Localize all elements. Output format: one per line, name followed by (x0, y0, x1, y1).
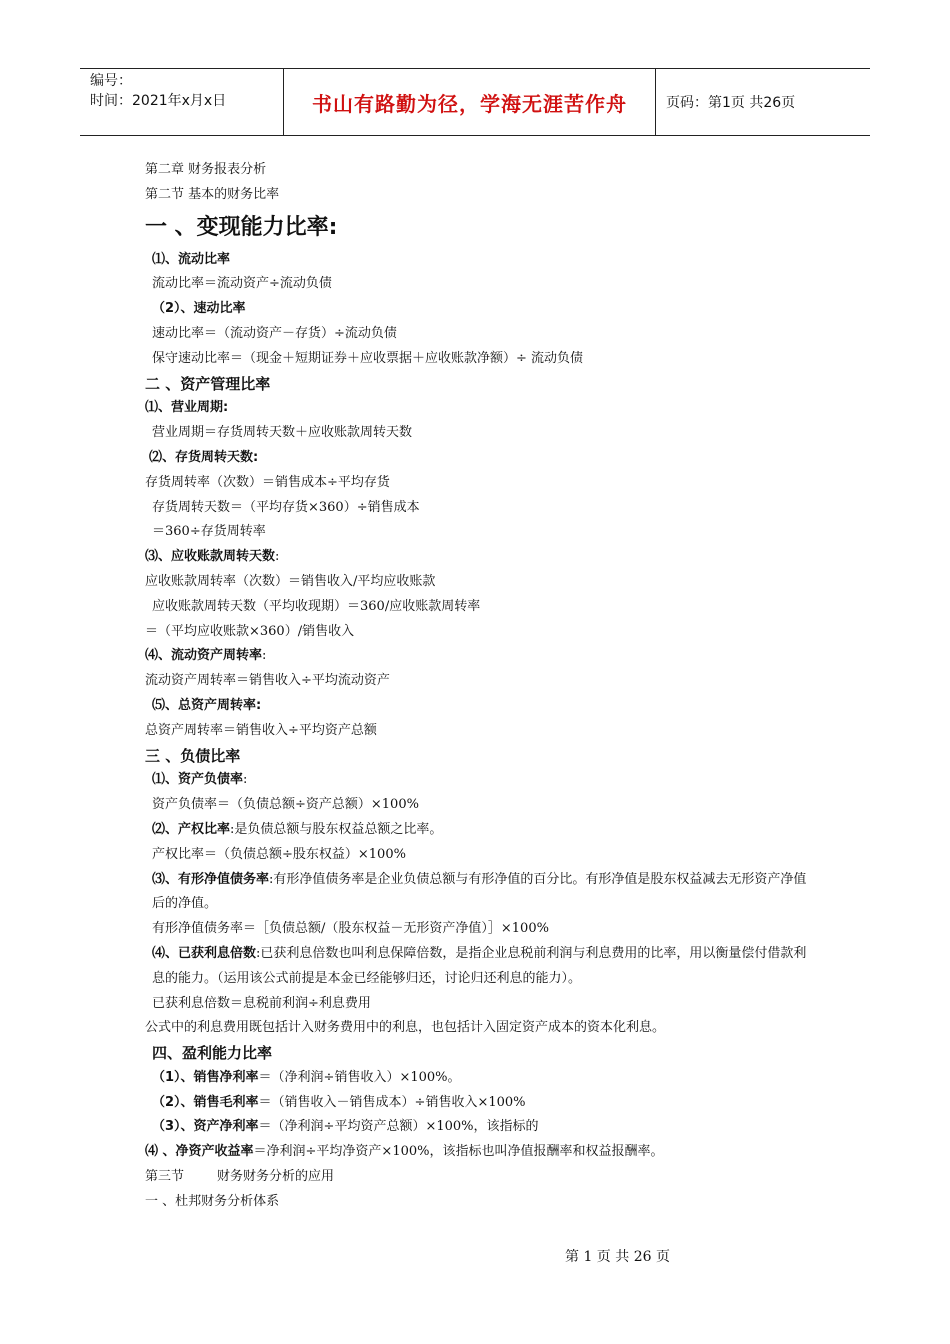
tangible-net-worth-description: :有形净值债务率是企业负债总额与有形净值的百分比。有形净值是股东权益减去无形资产净值后的净值。 (152, 871, 807, 912)
subheading-return-on-assets-text: （3）、资产净利率 (152, 1119, 259, 1135)
header-middle-cell (283, 69, 656, 135)
subheading-debt-ratio-text: ⑴、资产负债率 (152, 772, 244, 788)
formula-inventory-days: 存货周转天数＝（平均存货×360）÷销售成本 (152, 499, 420, 515)
formula-conservative-quick-ratio: 保守速动比率＝（现金＋短期证券＋应收票据＋应收账款净额）÷ 流动负债 (152, 350, 584, 366)
subheading-gross-margin (145, 1091, 825, 1116)
formula-receivable-days: 应收账款周转天数（平均收现期）＝360/应收账款周转率 (152, 598, 481, 614)
document-time-label: 时间：2021年x月x日 (90, 93, 227, 109)
subheading-return-on-assets (145, 1115, 825, 1140)
subheading-equity-ratio (145, 818, 825, 843)
document-body (145, 158, 825, 1215)
subheading-quick-ratio: （2）、速动比率 (152, 301, 246, 317)
formula-net-profit-margin: ＝（净利润÷销售收入）×100%。 (258, 1069, 461, 1085)
formula-return-on-equity: ＝净利润÷平均净资产×100%，该指标也叫净值报酬率和权益报酬率。 (253, 1144, 664, 1160)
heading-asset-management: 二 、资产管理比率 (145, 374, 271, 393)
subheading-equity-ratio-text: ⑵、产权比率 (152, 821, 231, 837)
times-interest-earned-description: :已获利息倍数也叫利息保障倍数，是指企业息税前利润与利息费用的比率，用以衡量偿付借款利息的能力。（运用该公式前提是本金已经能够归还，讨论归还利息的能力）。 (152, 945, 807, 986)
equity-ratio-description: :是负债总额与股东权益总额之比率。 (230, 821, 443, 837)
formula-quick-ratio: 速动比率＝（流动资产－存货）÷流动负债 (152, 325, 397, 341)
subheading-times-interest-earned-text: ⑷、已获利息倍数 (152, 945, 257, 961)
subheading-times-interest-earned (145, 942, 817, 992)
formula-times-interest-earned: 已获利息倍数＝息税前利润÷利息费用 (152, 995, 371, 1011)
section-three-title: 第三节 财务财务分析的应用 (145, 1169, 335, 1185)
subheading-current-asset-turnover-colon: : (262, 648, 267, 664)
subheading-receivable-days-colon: : (275, 549, 280, 565)
heading-profitability: 四、盈利能力比率 (152, 1044, 273, 1063)
formula-total-asset-turnover: 总资产周转率＝销售收入÷平均资产总额 (145, 722, 377, 738)
page-footer (275, 1246, 670, 1266)
formula-tangible-net-worth: 有形净值债务率＝［负债总额/（股东权益－无形资产净值）］×100% (152, 921, 549, 937)
interest-expense-note: 公式中的利息费用既包括计入财务费用中的利息，也包括计入固定资产成本的资本化利息。 (145, 1020, 666, 1036)
footer-page-number: 第 1 页 共 26 页 (565, 1249, 670, 1265)
header-right-cell (656, 69, 870, 135)
formula-debt-ratio: 资产负债率＝（负债总额÷资产总额）×100% (152, 797, 419, 813)
formula-receivable-turnover: 应收账款周转率（次数）＝销售收入/平均应收账款 (145, 573, 436, 589)
subheading-return-on-equity-text: ⑷ 、净资产收益率 (145, 1144, 254, 1160)
formula-operating-cycle: 营业周期＝存货周转天数＋应收账款周转天数 (152, 425, 413, 441)
subheading-tangible-net-worth-text: ⑶、有形净值债务率 (152, 871, 270, 887)
header-page-info: 页码：第1页 共26页 (666, 95, 796, 111)
subheading-tangible-net-worth (145, 868, 817, 918)
subheading-return-on-equity (145, 1140, 825, 1165)
formula-equity-ratio: 产权比率＝（负债总额÷股东权益）×100% (152, 846, 406, 862)
header-motto: 书山有路勤为径，学海无涯苦作舟 (312, 91, 627, 116)
subheading-receivable-days (145, 545, 825, 570)
header-left-cell (80, 69, 283, 135)
subheading-current-asset-turnover (145, 644, 825, 669)
formula-current-asset-turnover: 流动资产周转率＝销售收入÷平均流动资产 (145, 673, 390, 689)
heading-debt-ratios: 三 、负债比率 (145, 746, 241, 765)
subheading-gross-margin-text: （2）、销售毛利率 (152, 1094, 259, 1110)
formula-inventory-days-alt: ＝360÷存货周转率 (152, 524, 266, 540)
heading-liquidity-ratios: 一 、变现能力比率: (145, 214, 338, 240)
subheading-net-profit-margin (145, 1066, 825, 1091)
subheading-total-asset-turnover: ⑸、总资产周转率: (152, 697, 262, 713)
subheading-receivable-days-text: ⑶、应收账款周转天数 (145, 549, 276, 565)
formula-current-ratio: 流动比率＝流动资产÷流动负债 (152, 276, 332, 292)
formula-return-on-assets: ＝（净利润÷平均资产总额）×100%，该指标的 (258, 1119, 539, 1135)
subheading-net-profit-margin-text: （1）、销售净利率 (152, 1069, 259, 1085)
formula-receivable-days-alt: ＝（平均应收账款×360）/销售收入 (145, 623, 355, 639)
subheading-current-ratio: ⑴、流动比率 (152, 251, 231, 267)
subheading-debt-ratio-colon: : (243, 772, 248, 788)
subheading-inventory-days: ⑵、存货周转天数: (149, 449, 259, 465)
formula-inventory-turnover: 存货周转率（次数）＝销售成本÷平均存货 (145, 474, 390, 490)
chapter-title: 第二章 财务报表分析 (145, 162, 267, 177)
document-number-label: 编号： (90, 73, 132, 89)
subheading-operating-cycle: ⑴、营业周期: (145, 400, 229, 416)
section-title: 第二节 基本的财务比率 (145, 186, 280, 202)
subheading-current-asset-turnover-text: ⑷、流动资产周转率 (145, 648, 263, 664)
dupont-heading: 一 、杜邦财务分析体系 (145, 1193, 280, 1209)
subheading-debt-ratio (145, 768, 825, 793)
page-header (80, 68, 870, 136)
formula-gross-margin: ＝（销售收入－销售成本）÷销售收入×100% (258, 1094, 526, 1110)
